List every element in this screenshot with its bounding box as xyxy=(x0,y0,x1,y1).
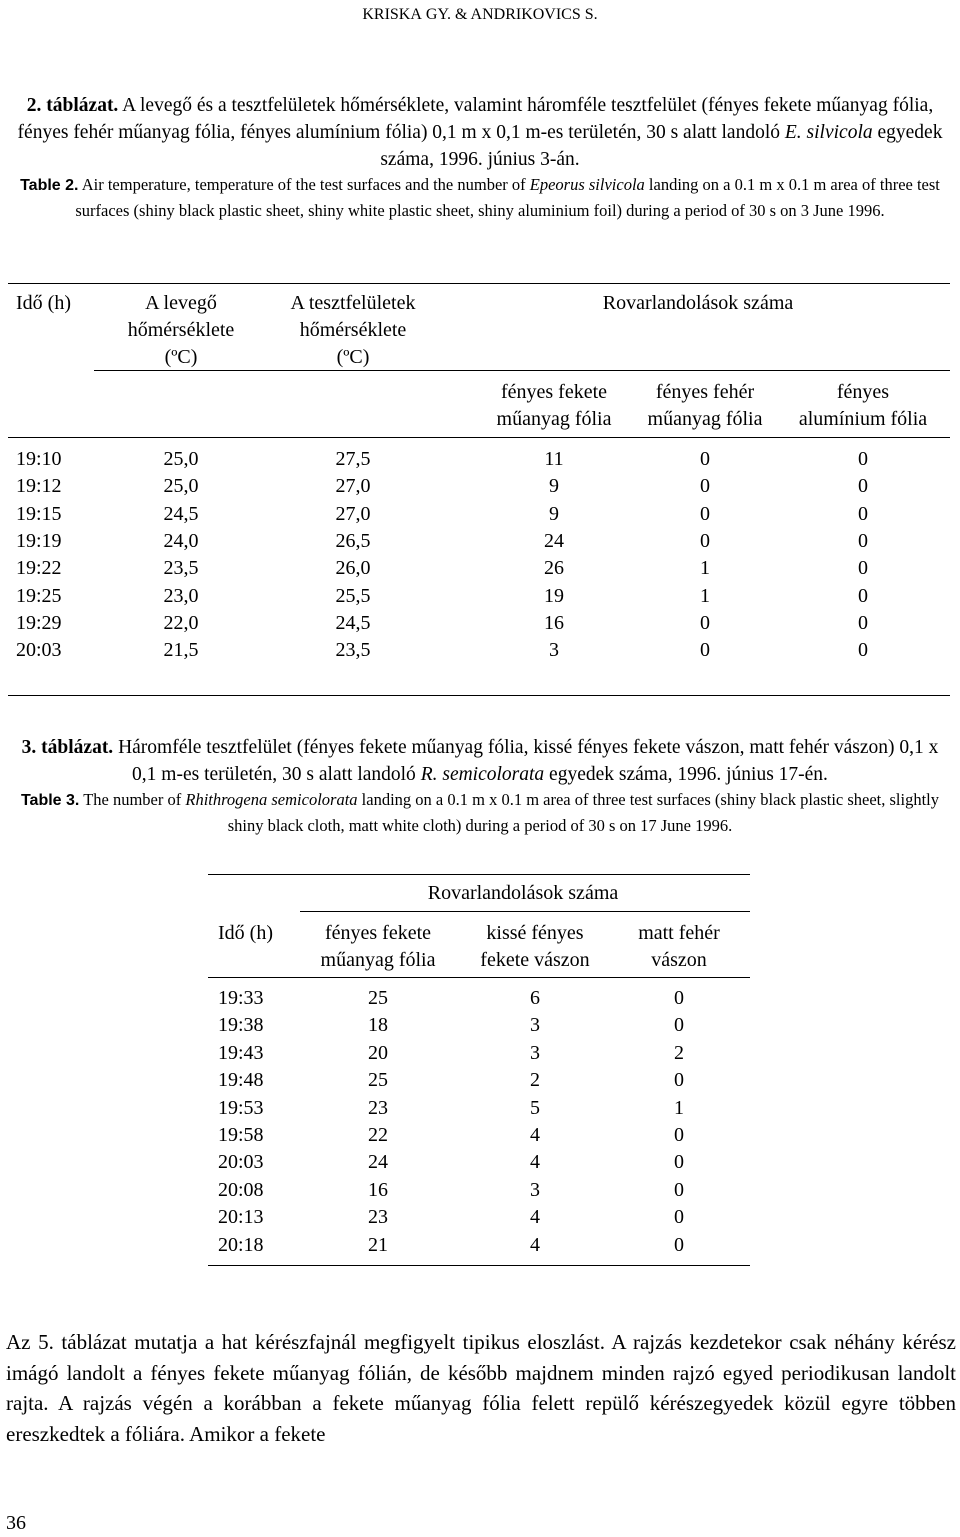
table3-cell-time: 19:38 xyxy=(218,1014,264,1037)
table2-label-en: Table 2. xyxy=(20,177,79,194)
table2-caption-en-text: Air temperature, temperature of the test surfaces and the number of xyxy=(81,175,526,194)
table2-caption-hu-text-end: egyedek száma, 1996. június 3-án. xyxy=(380,122,943,170)
table2-cell-alu-count: 0 xyxy=(858,502,868,525)
table3-species-hu: R. semicolorata xyxy=(420,764,545,785)
table2-cell-air-temp: 23,5 xyxy=(163,557,199,580)
table2-cell-white-count: 0 xyxy=(700,611,710,634)
table2-mid-rule xyxy=(94,370,950,371)
table2-cell-black-count: 19 xyxy=(544,584,564,607)
table2-caption-hu xyxy=(8,92,952,173)
table3-header-black-1: fényes fekete xyxy=(324,922,432,944)
table2-header-air-3: (ºC) xyxy=(164,346,198,368)
table3-cell-matt-count: 0 xyxy=(674,987,684,1009)
table2-top-rule xyxy=(8,283,950,284)
table3-cell-cloth-count: 4 xyxy=(530,1206,540,1229)
header-author-1-rest: RISKA xyxy=(373,6,422,23)
table3-cell-black-count: 16 xyxy=(368,1178,388,1201)
table2-cell-black-count: 3 xyxy=(549,639,559,662)
table2-cell-air-temp: 24,5 xyxy=(163,502,199,525)
table2-cell-black-count: 24 xyxy=(544,529,564,552)
table3-cell-cloth-count: 5 xyxy=(530,1096,540,1119)
table2-header-surf-1: A tesztfelületek xyxy=(290,292,416,314)
table2-cell-air-temp: 21,5 xyxy=(163,639,199,662)
table3-top-rule xyxy=(208,874,750,875)
table3-species-en: Rhithrogena semicolorata xyxy=(185,790,358,809)
table2-header-surf-3: (ºC) xyxy=(336,346,370,368)
body-paragraph: Az 5. táblázat mutatja a hat kérészfajnál megfigyelt tipikus eloszlást. A rajzás kezdetekor csak néhány kérész imágó landolt a fényes fekete műanyag fólián, de később majdnem minden rajzó egyed periodikusan landolt rajta. A rajzás végén a korábban a fekete műanyag fólia felett repülő kérészegyedek közül egyre többen ereszkedtek a fóliára. Amikor a fekete xyxy=(6,1330,956,1446)
table2-cell-alu-count: 0 xyxy=(858,611,868,634)
table3-cell-matt-count: 0 xyxy=(674,1014,684,1037)
table3-header-bottom-rule xyxy=(208,977,750,978)
table2-header-black-1: fényes fekete xyxy=(500,381,608,403)
table3-cell-black-count: 22 xyxy=(368,1124,388,1146)
table2-caption-en xyxy=(8,173,952,223)
table2-cell-surface-temp: 24,5 xyxy=(335,611,371,634)
table2-cell-air-temp: 23,0 xyxy=(163,584,199,607)
table3-cell-matt-count: 0 xyxy=(674,1124,684,1146)
table3-caption-hu xyxy=(8,734,952,788)
table2-cell-white-count: 0 xyxy=(700,502,710,525)
table3-cell-black-count: 20 xyxy=(368,1041,388,1064)
table3-bottom-rule xyxy=(208,1265,750,1266)
table3-cell-matt-count: 0 xyxy=(674,1206,684,1229)
table3-cell-black-count: 23 xyxy=(368,1096,388,1119)
table3-cell-time: 20:03 xyxy=(218,1151,264,1174)
table3-cell-cloth-count: 2 xyxy=(530,1069,540,1092)
table2-cell-black-count: 16 xyxy=(544,611,564,634)
table3-caption-hu-text: Háromféle tesztfelület (fényes fekete műanyag fólia, kissé fényes fekete vászon, matt fehér vászon) 0,1 x 0,1 m-es területén, 30 s alatt landoló xyxy=(118,737,939,785)
table3-cell-time: 20:18 xyxy=(218,1233,264,1256)
table3-cell-cloth-count: 6 xyxy=(530,987,540,1009)
table2-cell-black-count: 9 xyxy=(549,475,559,498)
table2-cell-surface-temp: 23,5 xyxy=(335,639,371,662)
table2-cell-alu-count: 0 xyxy=(858,529,868,552)
header-author-1-initial: K xyxy=(362,6,374,23)
table3-cell-matt-count: 1 xyxy=(674,1096,684,1119)
table3-cell-cloth-count: 3 xyxy=(530,1178,540,1201)
table2-caption-en-text-end: landing on a 0.1 m x 0.1 m area of three test surfaces (shiny black plastic sheet, shiny white plastic sheet, shiny aluminium foil) during a period of 30 s on 3 June 1996. xyxy=(75,175,940,220)
table2-cell-time: 19:25 xyxy=(16,584,62,607)
table3-label-hu: 3. táblázat. xyxy=(21,737,114,758)
table3-cell-black-count: 25 xyxy=(368,1069,388,1092)
table2-header-air-1: A levegő xyxy=(145,292,217,314)
table2-header-time: Idő (h) xyxy=(16,292,71,314)
table2-bottom-rule xyxy=(8,695,950,696)
table2-cell-black-count: 9 xyxy=(549,502,559,525)
table2-cell-time: 19:12 xyxy=(16,475,62,498)
table2-cell-surface-temp: 27,0 xyxy=(335,502,371,525)
table2-species-en: Epeorus silvicola xyxy=(529,175,645,194)
table2-cell-alu-count: 0 xyxy=(858,557,868,580)
table3-caption-hu-text-end: egyedek száma, 1996. június 17-én. xyxy=(549,764,828,785)
table2-cell-time: 19:22 xyxy=(16,557,62,580)
table3-cell-time: 20:13 xyxy=(218,1206,264,1229)
table3-cell-cloth-count: 3 xyxy=(530,1041,540,1064)
table3-header-landings: Rovarlandolások száma xyxy=(427,882,619,904)
table2-cell-air-temp: 25,0 xyxy=(163,475,199,498)
table2-cell-time: 19:10 xyxy=(16,448,62,470)
table2-header-bottom-rule xyxy=(8,437,950,438)
table3-mid-rule xyxy=(300,911,750,912)
table3-cell-cloth-count: 4 xyxy=(530,1151,540,1174)
table3-header-cloth-2: fekete vászon xyxy=(480,949,590,971)
table2-cell-surface-temp: 25,5 xyxy=(335,584,371,607)
table2-cell-white-count: 1 xyxy=(700,584,710,607)
table3-cell-black-count: 18 xyxy=(368,1014,388,1037)
table3-caption-en-text-end: landing on a 0.1 m x 0.1 m area of three test surfaces (shiny black plastic sheet, slightly shiny black cloth, matt white cloth) during a period of 30 s on 17 June 1996. xyxy=(227,790,940,835)
table3-cell-time: 19:53 xyxy=(218,1096,264,1119)
table3-cell-cloth-count: 4 xyxy=(530,1124,540,1146)
table2-cell-alu-count: 0 xyxy=(858,639,868,662)
table2-cell-alu-count: 0 xyxy=(858,475,868,498)
table3-header-cloth-1: kissé fényes xyxy=(486,922,584,944)
table2-cell-time: 19:29 xyxy=(16,611,62,634)
table3-cell-cloth-count: 4 xyxy=(530,1233,540,1256)
table3-cell-matt-count: 2 xyxy=(674,1041,684,1064)
table2-header-white-2: műanyag fólia xyxy=(647,408,763,430)
header-author-2: GY. & A xyxy=(425,6,483,23)
page-number: 36 xyxy=(6,1512,26,1534)
running-header xyxy=(0,6,960,24)
table3-cell-time: 19:58 xyxy=(218,1124,264,1146)
table3-cell-matt-count: 0 xyxy=(674,1151,684,1174)
table2-cell-surface-temp: 27,5 xyxy=(335,448,371,470)
table3-caption-en-text: The number of xyxy=(83,790,182,809)
table2-header-black-2: műanyag fólia xyxy=(496,408,612,430)
table2-header-surf-2: hőmérséklete xyxy=(299,319,407,341)
table2-cell-white-count: 0 xyxy=(700,529,710,552)
table2-cell-surface-temp: 26,0 xyxy=(335,557,371,580)
table3-cell-black-count: 21 xyxy=(368,1233,388,1256)
table3-caption-en xyxy=(8,788,952,838)
table2-header-alu-2: alumínium fólia xyxy=(798,408,928,430)
table2-cell-time: 20:03 xyxy=(16,639,62,662)
table2-cell-alu-count: 0 xyxy=(858,584,868,607)
header-author-4: S. xyxy=(584,6,598,23)
table2-cell-time: 19:19 xyxy=(16,529,62,552)
table3-cell-black-count: 24 xyxy=(368,1151,388,1174)
table3-header-matt-1: matt fehér xyxy=(638,922,720,944)
table2-cell-surface-temp: 27,0 xyxy=(335,475,371,498)
table2-header-alu-1: fényes xyxy=(836,381,890,403)
table2-cell-time: 19:15 xyxy=(16,502,62,525)
table3-cell-time: 19:33 xyxy=(218,987,264,1009)
table2-cell-air-temp: 24,0 xyxy=(163,529,199,552)
table2-cell-alu-count: 0 xyxy=(858,448,868,470)
table3-cell-time: 19:43 xyxy=(218,1041,264,1064)
table2-header-air-2: hőmérséklete xyxy=(127,319,235,341)
table2-header-landings: Rovarlandolások száma xyxy=(602,292,794,314)
table2-cell-white-count: 0 xyxy=(700,639,710,662)
table3-cell-black-count: 23 xyxy=(368,1206,388,1229)
table3-header-time: Idő (h) xyxy=(218,922,273,944)
table3-cell-black-count: 25 xyxy=(368,987,388,1009)
table2-cell-white-count: 1 xyxy=(700,557,710,580)
table3-label-en: Table 3. xyxy=(20,792,80,809)
table3-header-matt-2: vászon xyxy=(651,949,707,971)
table2-label-hu: 2. táblázat. xyxy=(26,95,119,116)
table2-cell-air-temp: 25,0 xyxy=(163,448,199,470)
table2-header-white-1: fényes fehér xyxy=(655,381,755,403)
header-author-3: NDRIKOVICS xyxy=(482,6,581,23)
table3-cell-matt-count: 0 xyxy=(674,1069,684,1092)
table2-cell-white-count: 0 xyxy=(700,448,710,470)
table3-cell-time: 20:08 xyxy=(218,1178,264,1201)
table2-cell-white-count: 0 xyxy=(700,475,710,498)
table2-cell-black-count: 11 xyxy=(544,448,564,470)
table2-cell-air-temp: 22,0 xyxy=(163,611,199,634)
table3-header-black-2: műanyag fólia xyxy=(320,949,436,971)
table3-cell-matt-count: 0 xyxy=(674,1178,684,1201)
table2-cell-surface-temp: 26,5 xyxy=(335,529,371,552)
table2-caption-hu-text: A levegő és a tesztfelületek hőmérséklete, valamint háromféle tesztfelület (fényes fekete műanyag fólia, fényes fehér műanyag fólia, fényes alumínium fólia) 0,1 m x 0,1 m-es területén, 30 s alatt landoló xyxy=(17,95,934,143)
table2-species-hu: E. silvicola xyxy=(784,122,873,143)
table3-cell-time: 19:48 xyxy=(218,1069,264,1092)
table2-cell-black-count: 26 xyxy=(544,557,564,580)
table3-cell-cloth-count: 3 xyxy=(530,1014,540,1037)
table3-cell-matt-count: 0 xyxy=(674,1233,684,1256)
